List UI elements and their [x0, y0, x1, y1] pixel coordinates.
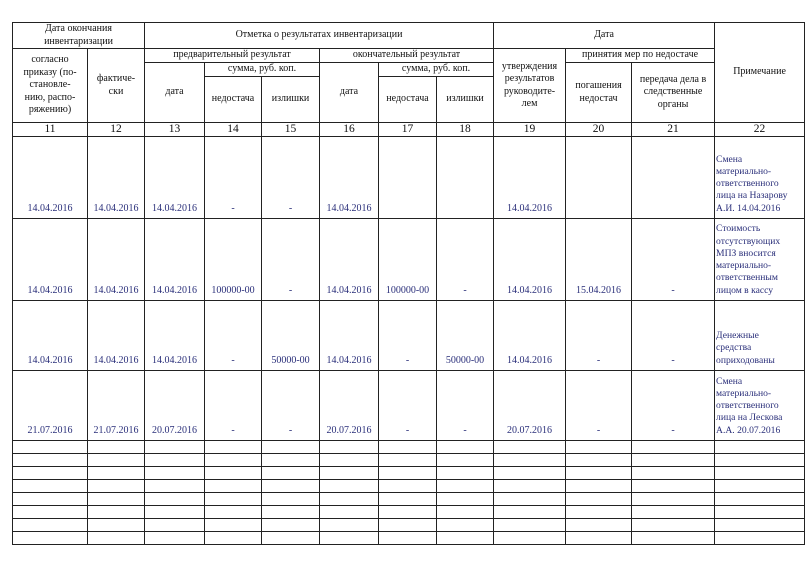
empty-cell: [379, 467, 437, 480]
empty-table-row: [13, 454, 805, 467]
table-cell: 20.07.2016: [320, 371, 379, 441]
note-text-line: материально-: [716, 260, 772, 272]
empty-table-row: [13, 441, 805, 454]
note-text-line: лица на Лескова: [716, 412, 783, 424]
note-cell: [715, 371, 805, 441]
table-cell: 20.07.2016: [494, 371, 566, 441]
column-number-row: [13, 123, 805, 137]
inventory-results-table: [12, 22, 805, 545]
note-text-line: лица на Назарову: [716, 190, 788, 202]
date-group-header: Дата: [494, 23, 715, 49]
empty-cell: [566, 519, 632, 532]
empty-cell: [437, 519, 494, 532]
table-cell: 100000-00: [205, 219, 262, 301]
table-cell: 100000-00: [379, 219, 437, 301]
shortage-measures-header: принятия мер по недостаче: [566, 49, 715, 63]
empty-cell: [88, 506, 145, 519]
empty-cell: [88, 493, 145, 506]
header-text-line: результатов: [504, 73, 555, 84]
header-text-line: фактиче-: [96, 73, 136, 84]
empty-cell: [494, 493, 566, 506]
table-cell: -: [379, 301, 437, 371]
note-text-line: ответственным: [716, 272, 778, 284]
column-number: 20: [566, 123, 632, 137]
empty-cell: [320, 493, 379, 506]
empty-cell: [205, 506, 262, 519]
header-text-line: ряжению): [28, 104, 72, 116]
note-cell: [715, 137, 805, 219]
table-cell: 14.04.2016: [13, 219, 88, 301]
empty-cell: [13, 467, 88, 480]
empty-cell: [437, 467, 494, 480]
empty-cell: [205, 493, 262, 506]
empty-cell: [494, 454, 566, 467]
table-cell: -: [205, 371, 262, 441]
empty-cell: [494, 506, 566, 519]
empty-cell: [566, 480, 632, 493]
table-cell: -: [262, 219, 320, 301]
empty-cell: [145, 532, 205, 545]
empty-cell: [262, 480, 320, 493]
empty-cell: [632, 480, 715, 493]
empty-cell: [379, 480, 437, 493]
table-cell: 21.07.2016: [13, 371, 88, 441]
empty-table-row: [13, 467, 805, 480]
empty-cell: [494, 519, 566, 532]
empty-cell: [320, 454, 379, 467]
empty-cell: [88, 454, 145, 467]
column-number: 18: [437, 123, 494, 137]
empty-cell: [262, 441, 320, 454]
empty-cell: [13, 480, 88, 493]
table-cell: -: [437, 371, 494, 441]
column-number: 14: [205, 123, 262, 137]
empty-cell: [145, 506, 205, 519]
note-text-line: ответственного: [716, 178, 779, 190]
table-cell: [437, 137, 494, 219]
empty-cell: [145, 519, 205, 532]
table-cell: 14.04.2016: [145, 219, 205, 301]
table-cell: 20.07.2016: [145, 371, 205, 441]
table-cell: 14.04.2016: [88, 137, 145, 219]
empty-cell: [566, 467, 632, 480]
header-text-line: приказу (по-: [23, 66, 77, 78]
table-row: [13, 137, 805, 219]
empty-cell: [262, 467, 320, 480]
empty-cell: [494, 480, 566, 493]
table-cell: 14.04.2016: [13, 137, 88, 219]
empty-cell: [437, 506, 494, 519]
table-cell: 14.04.2016: [320, 219, 379, 301]
header-text-line: передача дела в: [639, 73, 707, 85]
empty-cell: [320, 519, 379, 532]
empty-cell: [566, 454, 632, 467]
table-cell: [632, 137, 715, 219]
column-number: 22: [715, 123, 805, 137]
header-text-line: утверждения: [501, 60, 558, 72]
empty-cell: [262, 493, 320, 506]
column-number: 13: [145, 123, 205, 137]
table-cell: 14.04.2016: [13, 301, 88, 371]
header-text-line: погашения: [575, 80, 622, 91]
note-text-line: отсутствующих: [716, 235, 781, 247]
header-text-line: лем: [521, 98, 538, 109]
empty-table-row: [13, 480, 805, 493]
note-text-line: Денежные: [716, 330, 759, 342]
final-shortage-header: недостача: [379, 77, 437, 123]
empty-cell: [379, 519, 437, 532]
table-cell: 14.04.2016: [494, 137, 566, 219]
column-number: 11: [13, 123, 88, 137]
table-cell: [566, 137, 632, 219]
end-actual-header: [88, 49, 145, 123]
table-row: [13, 371, 805, 441]
empty-cell: [437, 480, 494, 493]
empty-cell: [145, 480, 205, 493]
empty-cell: [13, 506, 88, 519]
column-number: 16: [320, 123, 379, 137]
empty-cell: [494, 467, 566, 480]
empty-cell: [715, 506, 805, 519]
note-header: Примечание: [715, 23, 805, 123]
header-text-line: нию, распо-: [24, 91, 76, 103]
table-cell: 14.04.2016: [320, 301, 379, 371]
table-cell: -: [262, 371, 320, 441]
empty-cell: [320, 506, 379, 519]
table-cell: 50000-00: [437, 301, 494, 371]
note-text-line: ответственного: [716, 400, 779, 412]
empty-cell: [632, 532, 715, 545]
empty-cell: [437, 532, 494, 545]
empty-cell: [320, 480, 379, 493]
table-cell: -: [632, 301, 715, 371]
empty-cell: [145, 467, 205, 480]
column-number: 17: [379, 123, 437, 137]
empty-cell: [13, 519, 88, 532]
preliminary-shortage-header: недостача: [205, 77, 262, 123]
empty-cell: [320, 532, 379, 545]
approval-header: [494, 49, 566, 123]
empty-cell: [13, 441, 88, 454]
note-text-line: материально-: [716, 165, 772, 177]
empty-cell: [715, 467, 805, 480]
table-row: [13, 301, 805, 371]
final-sum-header: сумма, руб. коп.: [379, 63, 494, 77]
empty-cell: [320, 441, 379, 454]
empty-table-row: [13, 506, 805, 519]
empty-cell: [632, 454, 715, 467]
empty-cell: [88, 480, 145, 493]
note-text-line: средства: [716, 342, 752, 354]
empty-cell: [566, 532, 632, 545]
final-surplus-header: излишки: [437, 77, 494, 123]
note-text-line: оприходованы: [716, 354, 775, 366]
header-text-line: следственные: [643, 86, 703, 98]
empty-cell: [437, 493, 494, 506]
empty-cell: [566, 493, 632, 506]
note-text-line: Смена: [716, 375, 743, 387]
empty-cell: [88, 467, 145, 480]
empty-cell: [632, 519, 715, 532]
empty-cell: [13, 532, 88, 545]
header-text-line: согласно: [31, 54, 69, 66]
header-text-line: руководите-: [503, 85, 556, 97]
note-text-line: Смена: [716, 153, 743, 165]
empty-cell: [379, 532, 437, 545]
note-cell: [715, 219, 805, 301]
empty-cell: [437, 454, 494, 467]
empty-cell: [262, 532, 320, 545]
end-by-order-header: [13, 49, 88, 123]
empty-cell: [494, 532, 566, 545]
column-number: 12: [88, 123, 145, 137]
empty-cell: [205, 454, 262, 467]
table-cell: 14.04.2016: [494, 219, 566, 301]
empty-cell: [88, 532, 145, 545]
table-cell: 14.04.2016: [88, 219, 145, 301]
table-cell: 14.04.2016: [494, 301, 566, 371]
table-cell: 21.07.2016: [88, 371, 145, 441]
empty-cell: [632, 493, 715, 506]
empty-cell: [632, 467, 715, 480]
column-number: 21: [632, 123, 715, 137]
end-date-group-header: [13, 23, 145, 49]
empty-cell: [13, 454, 88, 467]
empty-cell: [205, 480, 262, 493]
column-number: 15: [262, 123, 320, 137]
table-cell: 15.04.2016: [566, 219, 632, 301]
empty-cell: [715, 454, 805, 467]
final-date-header: дата: [320, 63, 379, 123]
empty-cell: [88, 441, 145, 454]
empty-cell: [205, 441, 262, 454]
note-text-line: А.И. 14.04.2016: [716, 202, 781, 214]
note-text-line: Стоимость: [716, 223, 761, 235]
preliminary-sum-header: сумма, руб. коп.: [205, 63, 320, 77]
note-text-line: А.А. 20.07.2016: [716, 424, 781, 436]
preliminary-surplus-header: излишки: [262, 77, 320, 123]
table-row: [13, 219, 805, 301]
empty-cell: [437, 441, 494, 454]
empty-cell: [566, 506, 632, 519]
empty-cell: [715, 493, 805, 506]
note-cell: [715, 301, 805, 371]
table-cell: -: [379, 371, 437, 441]
header-text-line: ски: [108, 85, 124, 97]
table-cell: -: [437, 219, 494, 301]
table-cell: -: [205, 301, 262, 371]
table-cell: 14.04.2016: [320, 137, 379, 219]
empty-cell: [715, 532, 805, 545]
table-cell: -: [632, 219, 715, 301]
column-number: 19: [494, 123, 566, 137]
table-cell: -: [566, 301, 632, 371]
note-text-line: лицом в кассу: [716, 284, 774, 296]
empty-table-row: [13, 493, 805, 506]
note-text-line: МПЗ вносится: [716, 247, 776, 259]
header-text-line: органы: [657, 98, 689, 110]
empty-cell: [145, 454, 205, 467]
table-cell: [379, 137, 437, 219]
empty-cell: [379, 506, 437, 519]
empty-cell: [632, 441, 715, 454]
header-text-line: Дата окончания: [45, 23, 112, 34]
empty-cell: [379, 493, 437, 506]
empty-cell: [205, 467, 262, 480]
empty-cell: [379, 454, 437, 467]
header-text-line: недостач: [579, 92, 618, 104]
table-cell: 14.04.2016: [88, 301, 145, 371]
table-cell: -: [262, 137, 320, 219]
table-cell: 14.04.2016: [145, 301, 205, 371]
empty-cell: [205, 532, 262, 545]
table-cell: -: [205, 137, 262, 219]
table-cell: -: [566, 371, 632, 441]
preliminary-date-header: дата: [145, 63, 205, 123]
table-cell: 14.04.2016: [145, 137, 205, 219]
empty-cell: [379, 441, 437, 454]
empty-cell: [715, 480, 805, 493]
empty-cell: [145, 441, 205, 454]
empty-cell: [262, 506, 320, 519]
empty-cell: [632, 506, 715, 519]
empty-cell: [715, 441, 805, 454]
empty-cell: [145, 493, 205, 506]
empty-table-row: [13, 519, 805, 532]
empty-cell: [205, 519, 262, 532]
table-cell: -: [632, 371, 715, 441]
empty-cell: [494, 441, 566, 454]
note-text-line: материально-: [716, 387, 772, 399]
empty-table-row: [13, 532, 805, 545]
final-result-header: окончательный результат: [320, 49, 494, 63]
empty-cell: [715, 519, 805, 532]
empty-cell: [13, 493, 88, 506]
empty-cell: [262, 454, 320, 467]
preliminary-result-header: предварительный результат: [145, 49, 320, 63]
header-text-line: становле-: [29, 79, 71, 91]
empty-cell: [320, 467, 379, 480]
empty-cell: [262, 519, 320, 532]
empty-cell: [88, 519, 145, 532]
empty-cell: [566, 441, 632, 454]
inventory-results-mark-header: Отметка о результатах инвентаризации: [145, 23, 494, 49]
header-text-line: инвентаризации: [44, 35, 113, 47]
table-cell: 50000-00: [262, 301, 320, 371]
repayment-header: [566, 63, 632, 123]
transfer-to-investigation-header: [632, 63, 715, 123]
